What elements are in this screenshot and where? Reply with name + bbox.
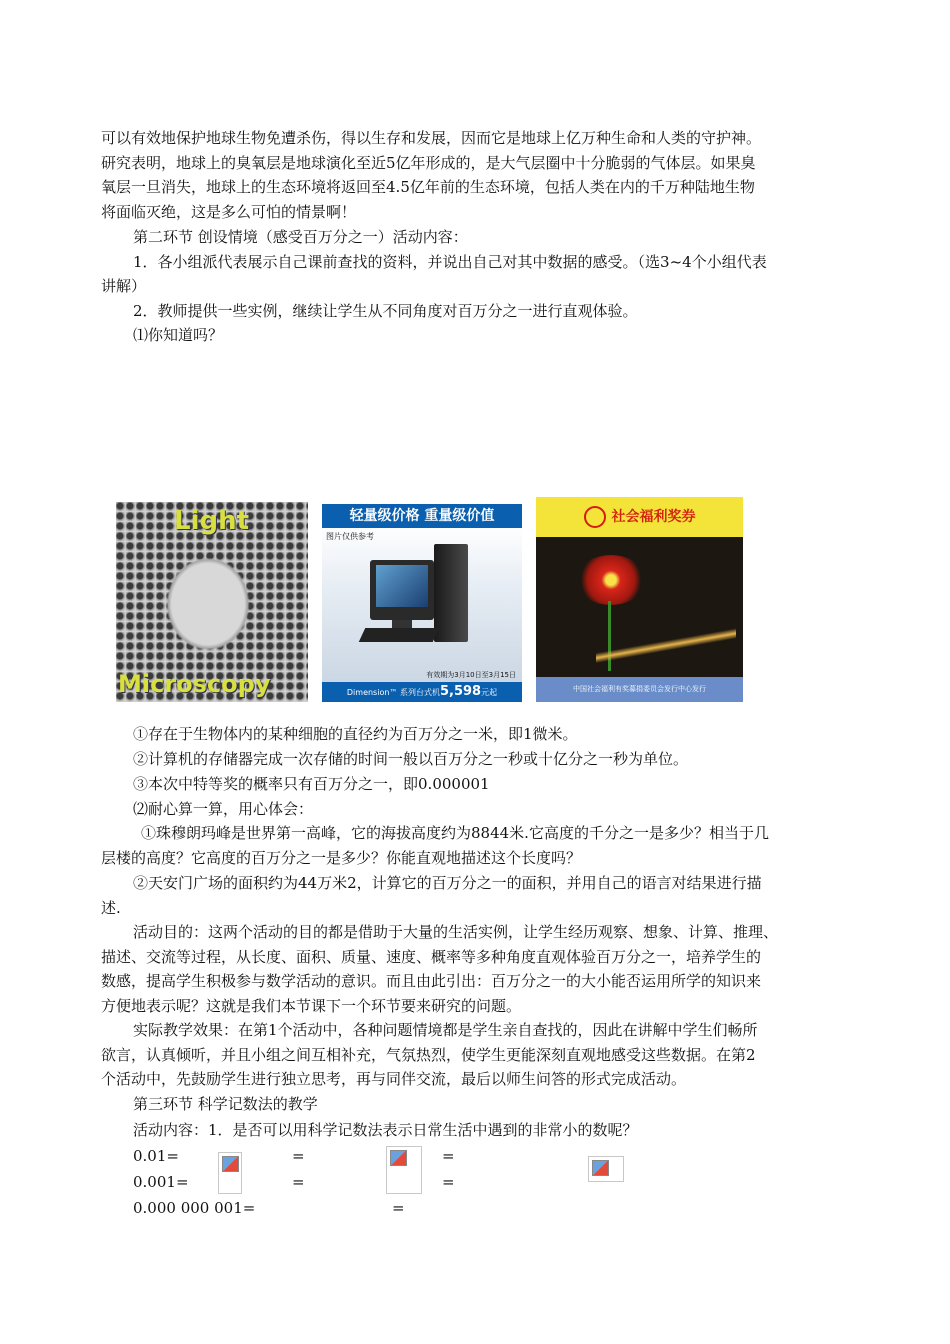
section-heading: 第三环节 科学记数法的教学 [133,1095,318,1113]
equation-row: 0.000 000 001= [133,1199,256,1217]
problem-line: 述. [101,899,121,917]
monitor-icon [370,560,434,620]
lottery-title: 社会福利奖券 [611,509,696,525]
lottery-header [536,497,743,537]
ad-price: 5,598 [439,684,482,699]
paragraph-line: 数感，提高学生积极参与数学活动的意识。而且由此引出：百万分之一的大小能否运用所学的知识来 [101,972,762,990]
photo-caption: Microscopy [118,670,271,698]
equals-sign: = [442,1173,455,1191]
paragraph-line: 讲解） [101,277,147,295]
equals-sign: = [442,1147,455,1165]
light-streak-icon [596,627,736,667]
broken-image-icon [588,1156,624,1182]
paragraph-line: 研究表明，地球上的臭氧层是地球演化至近5亿年形成的，是大气层圈中十分脆弱的气体层。如果臭 [101,154,756,172]
paragraph-line: 可以有效地保护地球生物免遭杀伤，得以生存和发展，因而它是地球上亿万种生命和人类的守护神。 [101,129,762,147]
paragraph-line: 2．教师提供一些实例，继续让学生从不同角度对百万分之一进行直观体验。 [133,302,638,320]
lottery-ticket-photo [536,497,743,702]
ad-note: 图片仅供参考 [326,532,374,541]
flower-icon [576,555,646,605]
equals-sign: = [292,1173,305,1191]
problem-line: ①珠穆朗玛峰是世界第一高峰，它的海拔高度约为8844米.它高度的千分之一是多少？相当于几 [141,824,769,842]
paragraph-line: 实际教学效果：在第1个活动中，各种问题情境都是学生亲自查找的，因此在讲解中学生们畅所 [133,1021,758,1039]
broken-image-icon [386,1146,422,1194]
question-heading: ⑴你知道吗？ [133,326,224,344]
ad-footer-text: Dimension™ 系列台式机 [346,688,440,697]
paragraph-line: 方便地表示呢？这就是我们本节课下一个环节要来研究的问题。 [101,997,522,1015]
equals-sign: = [392,1199,405,1217]
paragraph-line: 活动内容：1．是否可以用科学记数法表示日常生活中遇到的非常小的数呢？ [133,1121,638,1139]
fact-item: ②计算机的存储器完成一次存储的时间一般以百万分之一秒或十亿分之一秒为单位。 [133,750,689,768]
lottery-logo-icon [584,506,606,528]
microscopy-photo [116,502,308,702]
broken-image-icon [218,1152,242,1194]
paragraph-line: 个活动中，先鼓励学生进行独立思考，再与同伴交流，最后以师生问答的形式完成活动。 [101,1070,687,1088]
fact-item: ①存在于生物体内的某种细胞的直径约为百万分之一米，即1微米。 [133,725,578,743]
section-heading: 第二环节 创设情境（感受百万分之一）活动内容： [133,228,468,246]
question-heading: ⑵耐心算一算，用心体会： [133,800,314,818]
keyboard-icon [359,628,440,642]
ad-price-suffix: 元起 [481,688,498,697]
paragraph-line: 活动目的：这两个活动的目的都是借助于大量的生活实例，让学生经历观察、想象、计算、推理、 [133,923,779,941]
problem-line: ②天安门广场的面积约为44万米2，计算它的百万分之一的面积，并用自己的语言对结果进行描 [133,874,762,892]
fact-item: ③本次中特等奖的概率只有百万分之一，即0.000001 [133,775,490,793]
paragraph-line: 欲言，认真倾听，并且小组之间互相补充，气氛热烈，使学生更能深刻直观地感受这些数据。在第2 [101,1046,756,1064]
equation-row: 0.01= [133,1147,179,1165]
equals-sign: = [292,1147,305,1165]
paragraph-line: 描述、交流等过程，从长度、面积、质量、速度、概率等多种角度直观体验百万分之一，培养学生的 [101,948,762,966]
equation-row: 0.001= [133,1173,189,1191]
ad-footer [322,682,522,702]
problem-line: 层楼的高度？它高度的百万分之一是多少？你能直观地描述这个长度吗？ [101,849,582,867]
ad-banner: 轻量级价格 重量级价值 [322,504,522,528]
computer-ad-photo [322,504,522,702]
paragraph-line: 氧层一旦消失，地球上的生态环境将返回至4.5亿年前的生态环境，包括人类在内的千万种陆地生物 [101,178,755,196]
photo-caption: Light [174,506,250,536]
paragraph-line: 将面临灭绝，这是多么可怕的情景啊！ [101,203,357,221]
lottery-footer: 中国社会福利有奖募捐委员会发行中心发行 [536,677,743,702]
paragraph-line: 1．各小组派代表展示自己课前查找的资料，并说出自己对其中数据的感受。（选3~4个小组代表 [133,253,767,271]
ad-validity: 有效期为3月10日至3月15日 [426,671,516,679]
